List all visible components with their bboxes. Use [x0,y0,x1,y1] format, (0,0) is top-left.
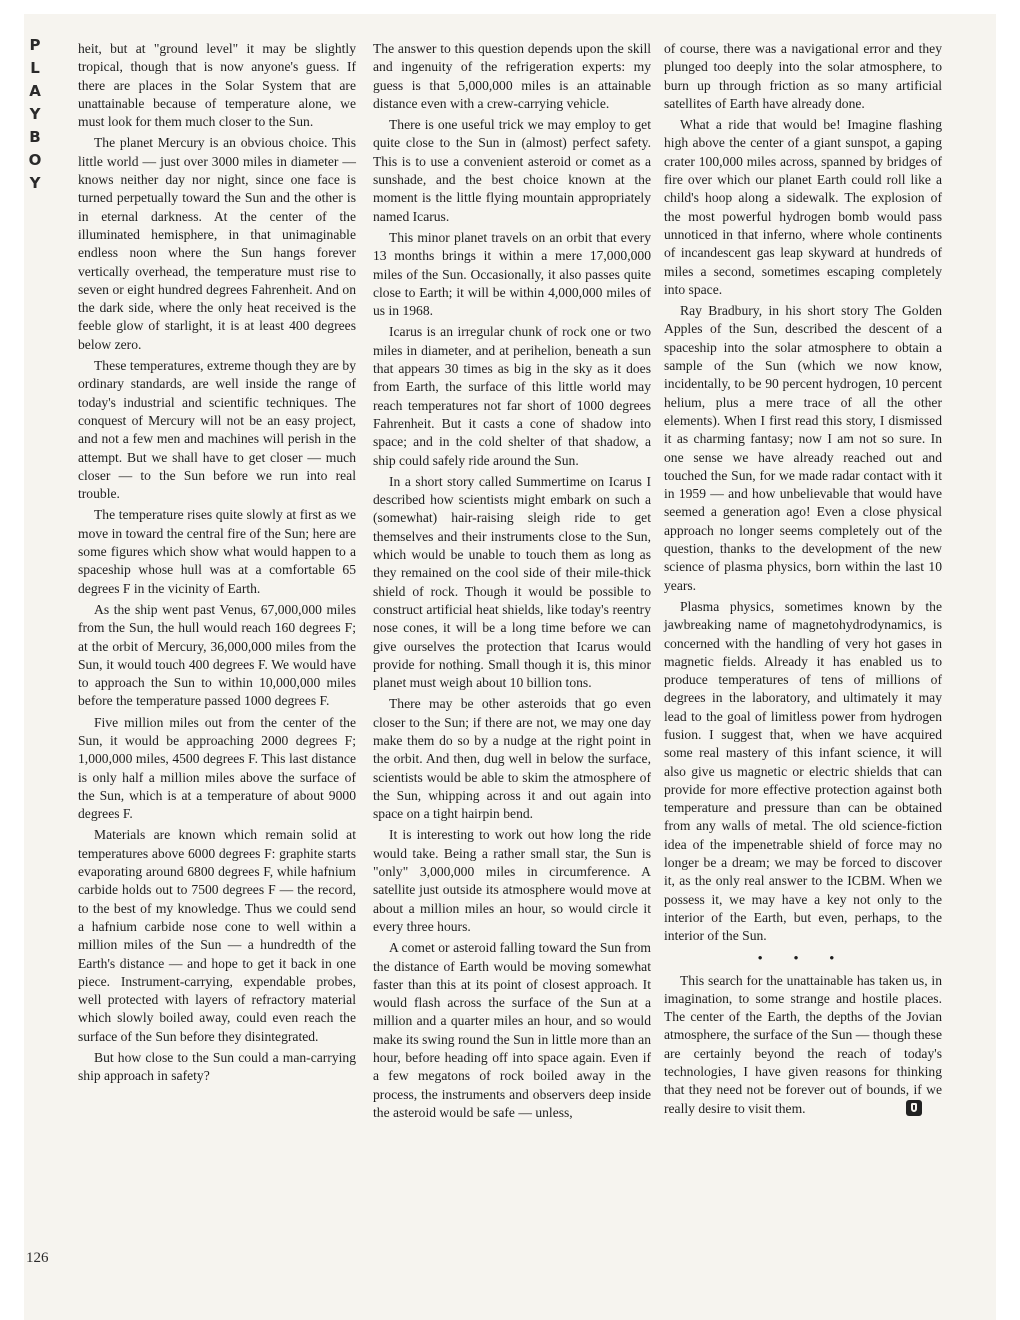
paragraph: heit, but at "ground level" it may be slightly tropical, though that is now anyone's guess. If there are places in the Solar System that are unattainable because of temperature alone, we must look for them much closer to the Sun. [78,41,356,130]
paragraph: As the ship went past Venus, 67,000,000 miles from the Sun, the hull would reach 160 degrees F; at the orbit of Mercury, 36,000,000 miles from the Sun, it would touch 400 degrees F. We would have to approach the Sun to within 10,000,000 miles before the temperature passed 1000 degrees F. [78,601,356,709]
paragraph: There is one useful trick we may employ to get quite close to the Sun in (almost) perfect safety. This is to use a convenient asteroid or comet as a sunshade, and the best choice known at the moment is the little flying mountain appropriately named Icarus. [373,117,651,224]
paragraph: There may be other asteroids that go even closer to the Sun; if there are not, we may one day make them do so by a nudge at the right point in the orbit. And then, dug well in below the surface, scientists would be able to skim the atmosphere of the Sun, whipping across it and out again into space on a tight hairpin bend. [373,696,651,822]
paragraph: What a ride that would be! Imagine flashing high above the center of a giant sunspot, a gaping crater 100,000 miles across, spanned by bridges of fire over which our planet Earth could roll like a child's hoop along a sidewalk. The explosion of the most powerful hydrogen bomb would pass unnoticed in that inferno, where whole continents of incandescent gas leap skyward at hundreds of miles a second, sometimes escaping completely into space. [664,117,942,297]
paragraph: In a short story called Summertime on Icarus I described how scientists might embark on such a (somewhat) hair-raising sleigh ride to get themselves and their instruments close to the Sun, which would be unable to touch them as long as they remained on the cool side of their mile-thick shield of rock. Though it would be possible to construct artificial heat shields, like today's reentry nose cones, it will be a long time before we can give ourselves the protection that Icarus would provide for nothing. Small though it is, this minor planet must weigh about 10 billion tons. [373,473,651,691]
sidebar-letter: A [29,82,41,100]
text-column-1 [78,40,356,1086]
section-separator: • • • [757,949,849,965]
paragraph: of course, there was a navigational error and they plunged too deeply into the solar atmosphere, to burn up through friction as so many artificial satellites of Earth have already done. [664,41,942,111]
sidebar-letter: Y [29,105,41,123]
paragraph: The answer to this question depends upon the skill and ingenuity of the refrigeration experts: my guess is that 5,000,000 miles is an attainable distance even with a crew-carrying vehicle. [373,41,651,111]
sidebar-letter: L [30,59,40,77]
closing-text: This search for the unattainable has taken us, in imagination, to some strange and hostile places. The center of the Earth, the depths of the Jovian atmosphere, the surface of the Sun — though these are certainly beyond the reach of today's technologies, I have given reasons for thinking that they need not be forever out of bounds, if we really desire to visit them. [664,972,942,1116]
sidebar-letter: B [29,128,41,146]
paragraph: This minor planet travels on an orbit that every 13 months brings it within a mere 17,000,000 miles of the Sun. Occasionally, it also passes quite close to Earth; it will be within 4,000,000 miles of us in 1968. [373,229,651,319]
paragraph: A comet or asteroid falling toward the Sun from the distance of Earth would be moving somewhat faster than this at its point of closest approach. It would flash across the surface of the Sun at a million and a quarter miles an hour, and so would make its swing round the Sun in little more than an hour, before heading off into space again. Even if a few megatons of rock boiled away in the process, the instruments and observers deep inside the asteroid would be safe — unless, [373,940,651,1120]
paragraph: Plasma physics, sometimes known by the jawbreaking name of magnetohydrodynamics, is concerned with the handling of very hot gases in magnetic fields. Already it has enabled us to produce temperatures of tens of millions of degrees in the laboratory, and ultimately it may lead to the goal of limitless power from hydrogen fusion. I suggest that, when we have acquired some real mastery of this infant science, it will also give us magnetic or electric shields that can provide for more effective protection against both temperature and pressure than can be obtained from any walls of metal. The old science-fiction idea of the impenetrable shield of force may no longer be a dream; we may be forced to discover it, as the only real answer to the ICBM. When we possess it, we may have a key not only to the interior of the Earth, but even, perhaps, to the interior of the Sun. [664,598,942,944]
sidebar-letter: P [29,36,41,54]
paragraph: Icarus is an irregular chunk of rock one or two miles in diameter, and at perihelion, beneath a sun that appears 30 times as big in the sky as it does from Earth, the surface of this little world may reach temperatures not far short of 1000 degrees Fahrenheit. But it casts a cone of shadow into space; and in the cold shelter of that shadow, a ship could safely ride around the Sun. [373,324,651,468]
sidebar-letter: O [28,151,42,169]
paragraph: The planet Mercury is an obvious choice. This little world — just over 3000 miles in diameter — knows neither day nor night, since one face is turned perpetually toward the Sun and the other is in eternal darkness. At the center of the illuminated hemisphere, in that unimaginable endless noon where the Sun hangs forever vertically overhead, the temperature must rise to seven or eight hundred degrees Fahrenheit. And on the dark side, where the only heat received is the feeble glow of starlight, it is at least 400 degrees below zero. [78,135,356,352]
paragraph: Five million miles out from the center of the Sun, it would be approaching 2000 degrees F; 1,000,000 miles, 4500 degrees F. This last distance is only half a million miles above the surface of the Sun, which is at a temperature of about 9000 degrees F. [78,714,356,822]
text-column-3 [664,40,942,1118]
paragraph: Ray Bradbury, in his short story The Golden Apples of the Sun, described the descent of a spaceship into the solar atmosphere to obtain a sample of the Sun (which we now know, incidentally, to be 90 percent hydrogen, 10 percent helium, plus a mere trace of all the other elements). When I first read this story, I dismissed it as charming fantasy; now I am not so sure. In one sense we have already reached out and touched the Sun, for we made radar contact with it in 1959 — and how unbelievable that would have seemed a generation ago! Even a close physical approach no longer seems completely out of the question, thanks to the development of the new science of plasma physics, born within the last 10 years. [664,303,942,593]
playboy-bunny-end-mark-icon [906,1100,922,1116]
page-number: 126 [26,1250,49,1266]
paragraph: It is interesting to work out how long the ride would take. Being a rather small star, the Sun is "only" 3,000,000 miles in circumference. A satellite just outside its atmosphere would move at about a million miles an hour, so would circle it every three hours. [373,827,651,934]
paragraph: These temperatures, extreme though they are by ordinary standards, are well inside the range of today's industrial and scientific techniques. The conquest of Mercury will not be an easy project, and not a few men and machines will perish in the attempt. But we shall have to get closer — much closer — to the Sun before we run into real trouble. [78,358,356,502]
paragraph: The temperature rises quite slowly at first as we move in toward the central fire of the Sun; here are some figures which show what would happen to a spaceship whose hull was at a comfortable 65 degrees F in the vicinity of Earth. [78,507,356,596]
magazine-sidebar-title [26,34,44,195]
sidebar-letter: Y [29,174,41,192]
paragraph: But how close to the Sun could a man-carrying ship approach in safety? [78,1050,356,1084]
closing-paragraph [664,972,942,1118]
text-column-2 [373,40,651,1122]
paragraph: Materials are known which remain solid at temperatures above 6000 degrees F: graphite starts evaporating around 6800 degrees F, while hafnium carbide holds out to 7500 degrees F — the record, to the best of my knowledge. Thus we could send a hafnium carbide nose cone to well within a million miles of the Sun — a hundredth of the Earth's distance — and hope to get it back in one piece. Instrument-carrying, expendable probes, well protected with layers of refractory material which slowly boiled away, could even reach the surface of the Sun before they disintegrated. [78,827,356,1044]
